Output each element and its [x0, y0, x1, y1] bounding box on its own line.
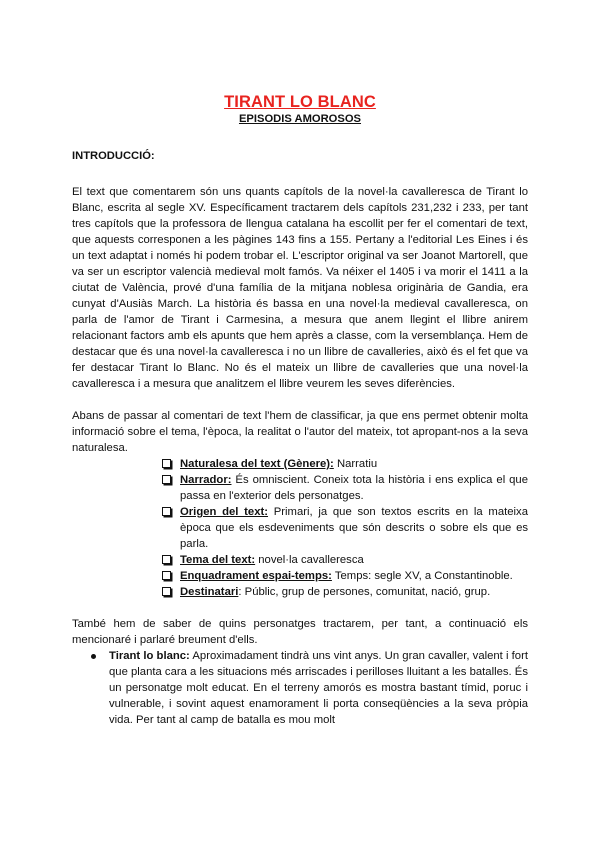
classification-item — [160, 568, 528, 584]
characters-list — [88, 648, 528, 728]
intro-paragraph: El text que comentarem són uns quants capítols de la novel·la cavalleresca de Tirant lo Blanc, escrita al segle XV. Específicament tractarem dels capítols 231,232 i 233, per tant tres capítols que la professora de llengua catalana ha escollit per fer el comentari de text, que aquests corresponen a les pàgines 143 fins a 155. Pertany a l'editorial Les Eines i és un text adaptat i només hi podem trobar el. L'escriptor original va ser Joanot Martorell, que va ser un escriptor valencià medieval molt famós. Va néixer el 1405 i va morir el 1411 a la ciutat de València, prové d'una família de la mitjana noblesa originària de Gandia, era cunyat d'Ausiàs March. La història és bassa en una novel·la medieval cavalleresca, on parla de l'amor de Tirant i Carmesina, a mesura que anem llegint el llibre anirem relacionant factors amb els apunts que hem après a classe, com la versemblança. Hem de destacar que és una novel·la cavalleresca i no un llibre de cavalleries, això és el fet que va fer destacar Tirant lo Blanc. No és el mateix un llibre de cavalleries que una novel·la cavalleresca i a mesura que analitzem el llibre veurem les seves diferències. — [72, 186, 528, 390]
classification-text: novel·la cavalleresca — [255, 554, 364, 566]
checkbox-icon — [162, 507, 171, 516]
classification-text: És omniscient. Coneix tota la història i ens explica el que passa en l'exterior dels personatges. — [180, 474, 528, 502]
characters-paragraph: També hem de saber de quins personatges tractarem, per tant, a continuació els mencionaré i parlaré breument d'ells. — [72, 618, 528, 646]
character-description: Aproximadament tindrà uns vint anys. Un gran cavaller, valent i fort que planta cara a les situacions més arriscades i perilloses lluitant a les batalles. És un personatge molt educat. En el terreny amorós es mostra bastant tímid, poruc i vulnerable, i sovint aquest enamorament li porta conseqüències a la seva pròpia vida. Per tant al camp de batalla es mou molt — [109, 650, 528, 726]
intro-heading: INTRODUCCIÓ: — [72, 150, 155, 162]
classification-item — [160, 552, 528, 568]
checkbox-icon — [162, 459, 171, 468]
classification-label: Destinatari — [180, 586, 239, 598]
classification-item — [160, 584, 528, 600]
classification-text: Temps: segle XV, a Constantinoble. — [331, 570, 513, 582]
checkbox-icon — [162, 555, 171, 564]
document-page — [72, 92, 528, 728]
classification-label: Tema del text: — [180, 554, 256, 566]
classification-list — [160, 456, 528, 600]
classification-label: Narrador: — [180, 474, 232, 486]
document-subtitle: EPISODIS AMOROSOS — [238, 113, 362, 125]
document-title: TIRANT LO BLANC — [224, 93, 376, 111]
classification-text: Narratiu — [333, 458, 378, 470]
classification-item — [160, 456, 528, 472]
classification-text: Primari, ja que son textos escrits en la mateixa època que els esdeveniments que són descrits o sobre els que es parla. — [180, 506, 528, 550]
checkbox-icon — [162, 587, 171, 596]
classification-label: Enquadrament espai-temps: — [180, 570, 332, 582]
classification-paragraph: Abans de passar al comentari de text l'hem de classificar, ja que ens permet obtenir molta informació sobre el tema, l'època, la realitat o l'autor del mateix, tot apropant-nos a la seva naturalesa. — [72, 410, 528, 454]
classification-item — [160, 504, 528, 552]
classification-label: Naturalesa del text (Gènere): — [180, 458, 334, 470]
classification-item — [160, 472, 528, 504]
checkbox-icon — [162, 475, 171, 484]
bullet-icon — [91, 654, 96, 659]
checkbox-icon — [162, 571, 171, 580]
character-name: Tirant lo blanc: — [109, 650, 190, 662]
character-item — [88, 648, 528, 728]
classification-label: Origen del text: — [180, 506, 269, 518]
classification-text: : Públic, grup de persones, comunitat, nació, grup. — [238, 586, 491, 598]
